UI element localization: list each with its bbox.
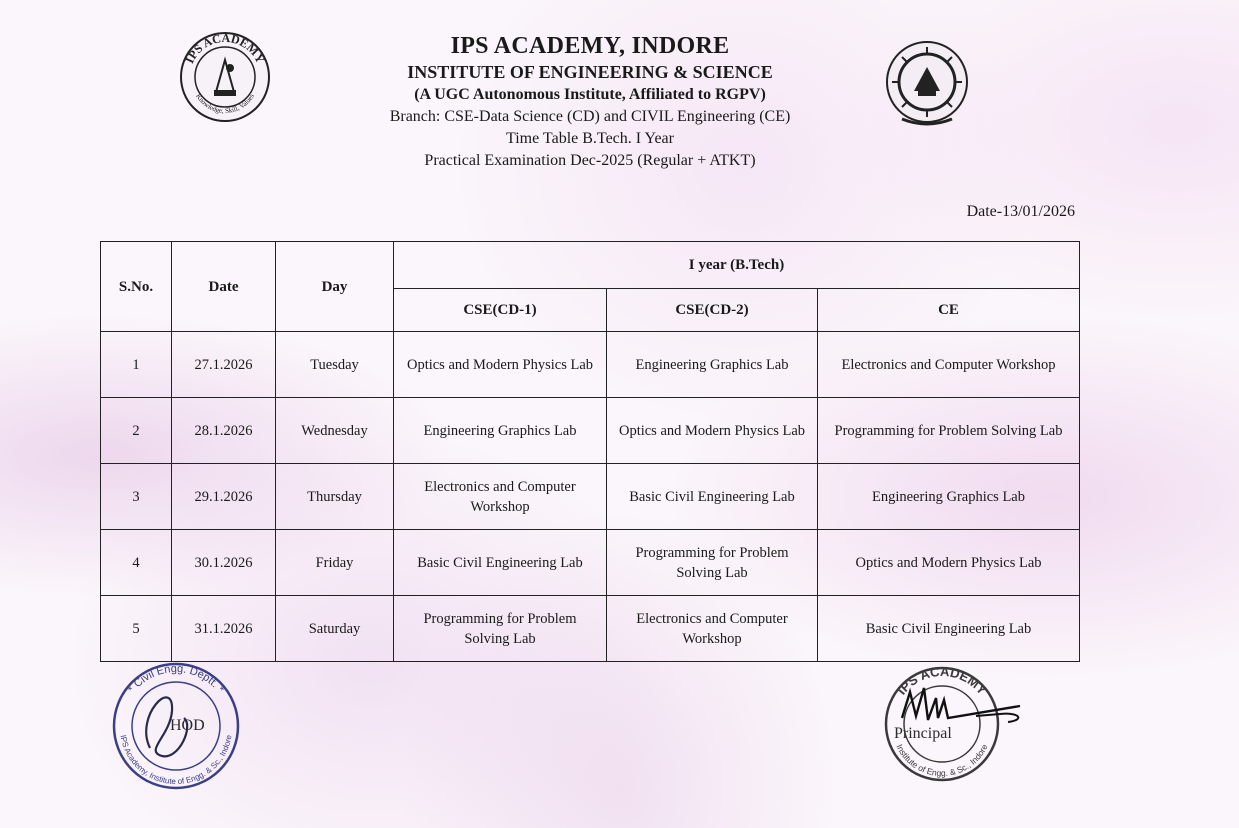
cell-cd1: Engineering Graphics Lab (394, 398, 607, 464)
principal-signature-label: Principal (894, 725, 952, 742)
table-row (101, 530, 1080, 596)
table-header-row (101, 242, 1080, 289)
exam-line: Practical Examination Dec-2025 (Regular + ATKT) (424, 152, 756, 169)
cell-cd1: Basic Civil Engineering Lab (394, 530, 607, 596)
document-header (0, 32, 1180, 172)
cell-ce: Electronics and Computer Workshop (818, 332, 1080, 398)
institute-subtitle: INSTITUTE OF ENGINEERING & SCIENCE (407, 62, 773, 82)
table-row (101, 464, 1080, 530)
cell-ce: Basic Civil Engineering Lab (818, 596, 1080, 662)
header-day: Day (276, 242, 394, 332)
document-date: Date-13/01/2026 (966, 203, 1075, 220)
cell-date: 31.1.2026 (172, 596, 276, 662)
cell-cd2: Engineering Graphics Lab (607, 332, 818, 398)
svg-text:IPS ACADEMY: IPS ACADEMY (182, 30, 268, 66)
cell-cd2: Programming for Problem Solving Lab (607, 530, 818, 596)
branch-line: Branch: CSE-Data Science (CD) and CIVIL Engineering (CE) (389, 108, 791, 125)
table-row (101, 332, 1080, 398)
cell-sno: 2 (101, 398, 172, 464)
cell-sno: 5 (101, 596, 172, 662)
university-emblem-logo (882, 35, 972, 130)
cell-cd1: Electronics and Computer Workshop (394, 464, 607, 530)
cell-ce: Programming for Problem Solving Lab (818, 398, 1080, 464)
svg-text:Institute of Engg. & Sc., Indo: Institute of Engg. & Sc., Indore (894, 742, 990, 779)
cell-ce: Optics and Modern Physics Lab (818, 530, 1080, 596)
timetable (100, 241, 1080, 662)
institute-title: IPS ACADEMY, INDORE (450, 33, 730, 59)
table-row (101, 596, 1080, 662)
affiliation-line: (A UGC Autonomous Institute, Affiliated to RGPV) (414, 86, 766, 103)
cell-date: 27.1.2026 (172, 332, 276, 398)
principal-stamp (880, 658, 1030, 790)
svg-text:* Civil Engg. Deptt. *: * Civil Engg. Deptt. * (125, 662, 227, 696)
svg-text:IPS ACADEMY: IPS ACADEMY (893, 663, 990, 698)
header-ce: CE (818, 289, 1080, 332)
header-year-group: I year (B.Tech) (394, 242, 1080, 289)
cell-cd2: Electronics and Computer Workshop (607, 596, 818, 662)
cell-sno: 1 (101, 332, 172, 398)
header-cd2: CSE(CD-2) (607, 289, 818, 332)
cell-day: Tuesday (276, 332, 394, 398)
svg-text:IPS Academy, Institute of Engg: IPS Academy, Institute of Engg. & Sc., Indore (118, 734, 234, 787)
cell-cd2: Basic Civil Engineering Lab (607, 464, 818, 530)
cell-date: 30.1.2026 (172, 530, 276, 596)
svg-text:Knowledge, Skill, Values: Knowledge, Skill, Values (194, 92, 256, 116)
table-row (101, 398, 1080, 464)
cell-date: 29.1.2026 (172, 464, 276, 530)
cell-cd1: Programming for Problem Solving Lab (394, 596, 607, 662)
cell-cd2: Optics and Modern Physics Lab (607, 398, 818, 464)
cell-day: Thursday (276, 464, 394, 530)
cell-ce: Engineering Graphics Lab (818, 464, 1080, 530)
cell-sno: 4 (101, 530, 172, 596)
cell-day: Saturday (276, 596, 394, 662)
hod-signature-label: HOD (170, 717, 205, 734)
header-date: Date (172, 242, 276, 332)
cell-date: 28.1.2026 (172, 398, 276, 464)
cell-day: Friday (276, 530, 394, 596)
cell-day: Wednesday (276, 398, 394, 464)
header-sno: S.No. (101, 242, 172, 332)
cell-cd1: Optics and Modern Physics Lab (394, 332, 607, 398)
header-cd1: CSE(CD-1) (394, 289, 607, 332)
timetable-line: Time Table B.Tech. I Year (506, 130, 674, 147)
cell-sno: 3 (101, 464, 172, 530)
